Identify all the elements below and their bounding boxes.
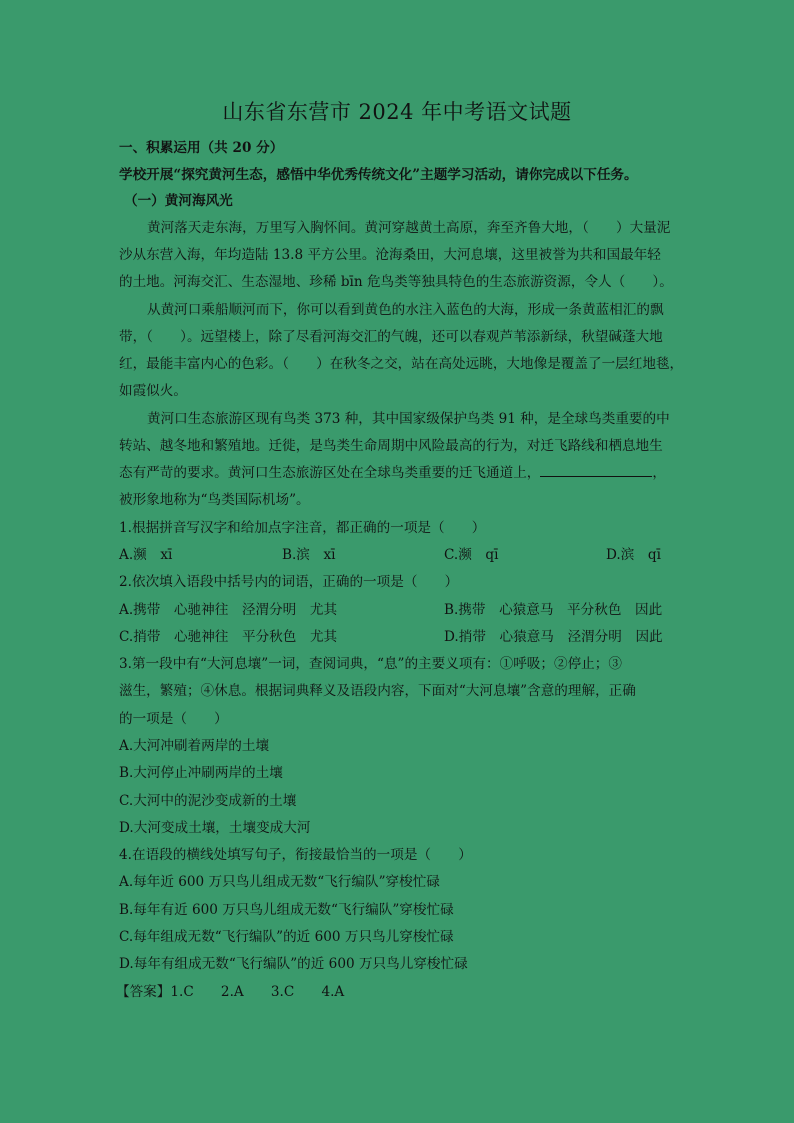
paragraph-line-with-blank bbox=[119, 464, 666, 482]
q2-option-c: C.捎带 心驰神往 平分秋色 尤其 bbox=[119, 629, 338, 645]
q2-option-a: A.携带 心驰神往 泾渭分明 尤其 bbox=[119, 602, 338, 618]
punctuation: ， bbox=[652, 465, 666, 481]
answer-key: 【答案】1.C 2.A 3.C 4.A bbox=[116, 984, 345, 1000]
paragraph-line: 如霞似火。 bbox=[119, 383, 187, 399]
q3-option-d: D.大河变成土壤，土壤变成大河 bbox=[119, 820, 311, 836]
q4-option-b: B.每年有近 600 万只鸟儿组成无数“飞行编队”穿梭忙碌 bbox=[119, 902, 454, 918]
q3-option-c: C.大河中的泥沙变成新的土壤 bbox=[119, 793, 297, 809]
question-4: 4.在语段的横线处填写句子，衔接最恰当的一项是（ ） bbox=[119, 847, 472, 863]
paragraph-line: 黄河口生态旅游区现有鸟类 373 种，其中国家级保护鸟类 91 种，是全球鸟类重要的中 bbox=[147, 411, 670, 427]
q3-option-a: A.大河冲刷着两岸的土壤 bbox=[119, 738, 270, 754]
paragraph-line: 被形象地称为“鸟类国际机场”。 bbox=[119, 492, 310, 508]
paragraph-line: 黄河落天走东海，万里写入胸怀间。黄河穿越黄土高原，奔至齐鲁大地，（ ）大量泥 bbox=[147, 220, 671, 236]
question-1: 1.根据拼音写汉字和给加点字注音，都正确的一项是（ ） bbox=[119, 520, 486, 536]
q4-option-c: C.每年组成无数“飞行编队”的近 600 万只鸟儿穿梭忙碌 bbox=[119, 929, 454, 945]
q4-option-a: A.每年近 600 万只鸟儿组成无数“飞行编队”穿梭忙碌 bbox=[119, 874, 440, 890]
q1-option-a: A.濒 xī bbox=[119, 547, 173, 563]
paragraph-line: 转站、越冬地和繁殖地。迁徙，是鸟类生命周期中风险最高的行为，对迁飞路线和栖息地生 bbox=[119, 438, 663, 454]
paragraph-line: 沙从东营入海，年均造陆 13.8 平方公里。沧海桑田，大河息壤，这里被誉为共和国最年轻 bbox=[119, 247, 661, 263]
question-3-cont: 的一项是（ ） bbox=[119, 711, 228, 727]
q1-option-d: D.滨 qī bbox=[606, 547, 661, 563]
q2-option-b: B.携带 心猿意马 平分秋色 因此 bbox=[444, 602, 663, 618]
paragraph-line: 的土地。河海交汇、生态湿地、珍稀 bīn 危鸟类等独具特色的生态旅游资源，令人（ ）。 bbox=[119, 274, 673, 290]
paragraph-line: 红，最能丰富内心的色彩。（ ）在秋冬之交，站在高处远眺，大地像是覆盖了一层红地毯， bbox=[119, 356, 684, 372]
page-title: 山东省东营市 2024 年中考语文试题 bbox=[222, 100, 572, 124]
q3-option-b: B.大河停止冲刷两岸的土壤 bbox=[119, 765, 283, 781]
paragraph-text: 态有严苛的要求。黄河口生态旅游区处在全球鸟类重要的迁飞通道上， bbox=[119, 465, 541, 481]
sub-heading: （一）黄河海风光 bbox=[124, 193, 233, 209]
q4-option-d: D.每年有组成无数“飞行编队”的近 600 万只鸟儿穿梭忙碌 bbox=[119, 956, 468, 972]
q1-option-b: B.滨 xī bbox=[282, 547, 336, 563]
q1-option-c: C.濒 qī bbox=[444, 547, 499, 563]
q2-option-d: D.捎带 心猿意马 泾渭分明 因此 bbox=[444, 629, 663, 645]
question-2: 2.依次填入语段中括号内的词语，正确的一项是（ ） bbox=[119, 574, 459, 590]
paragraph-line: 带，（ ）。远望楼上，除了尽看河海交汇的气魄，还可以春观芦苇添新绿，秋望碱蓬大地 bbox=[119, 329, 663, 345]
answer-blank bbox=[540, 464, 652, 477]
question-3: 3.第一段中有“大河息壤”一词，查阅词典，“息”的主要义项有：①呼吸；②停止；③ bbox=[119, 656, 622, 672]
question-3-cont: 滋生，繁殖；④休息。根据词典释义及语段内容，下面对“大河息壤”含意的理解，正确 bbox=[119, 683, 636, 699]
paragraph-line: 从黄河口乘船顺河而下，你可以看到黄色的水注入蓝色的大海，形成一条黄蓝相汇的飘 bbox=[147, 302, 664, 318]
intro-text: 学校开展“探究黄河生态，感悟中华优秀传统文化”主题学习活动，请你完成以下任务。 bbox=[119, 167, 638, 183]
section-heading: 一、积累运用（共 20 分） bbox=[119, 140, 284, 156]
